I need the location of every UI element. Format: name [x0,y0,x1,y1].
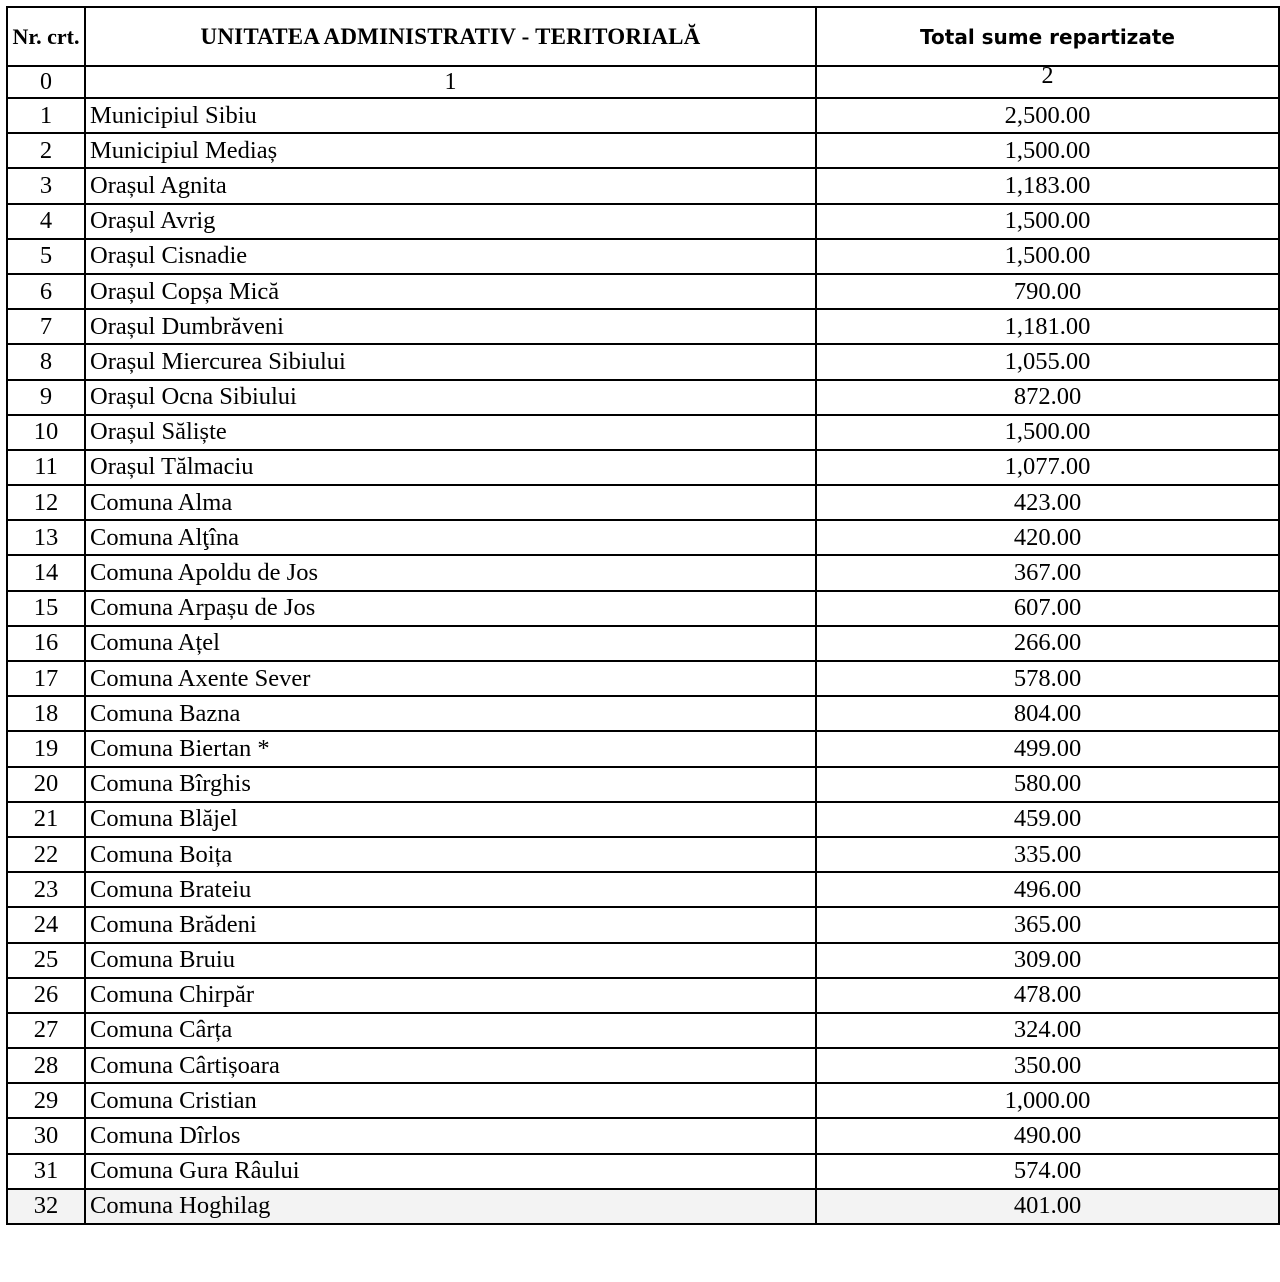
unit-name: Municipiul Sibiu [85,98,816,133]
table-row [7,1013,1279,1048]
unit-name: Orașul Cisnadie [85,239,816,274]
table-row [7,802,1279,837]
table-row [7,1154,1279,1189]
table-row [7,133,1279,168]
row-number: 1 [7,98,85,133]
unit-name: Comuna Alţîna [85,520,816,555]
total-sum: 367.00 [816,555,1279,590]
unit-name: Comuna Apoldu de Jos [85,555,816,590]
table-row [7,309,1279,344]
total-sum: 499.00 [816,731,1279,766]
row-number: 8 [7,344,85,379]
row-number: 22 [7,837,85,872]
table-row [7,1118,1279,1153]
row-number: 25 [7,943,85,978]
total-sum: 1,181.00 [816,309,1279,344]
row-number: 16 [7,626,85,661]
table-row [7,450,1279,485]
table-row [7,485,1279,520]
total-sum: 309.00 [816,943,1279,978]
header-nr-crt: Nr. crt. [7,7,85,66]
total-sum: 335.00 [816,837,1279,872]
unit-name: Comuna Chirpăr [85,978,816,1013]
row-number: 17 [7,661,85,696]
unit-name: Comuna Boița [85,837,816,872]
row-number: 4 [7,204,85,239]
row-number: 12 [7,485,85,520]
total-sum: 607.00 [816,591,1279,626]
row-number: 29 [7,1083,85,1118]
table-row [7,978,1279,1013]
unit-name: Comuna Hoghilag [85,1189,816,1224]
unit-name: Comuna Bruiu [85,943,816,978]
row-number: 14 [7,555,85,590]
row-number: 10 [7,415,85,450]
unit-name: Orașul Ocna Sibiului [85,380,816,415]
header-unit: UNITATEA ADMINISTRATIV - TERITORIALĂ [85,7,816,66]
total-sum: 1,077.00 [816,450,1279,485]
total-sum: 324.00 [816,1013,1279,1048]
unit-name: Orașul Dumbrăveni [85,309,816,344]
table-row [7,837,1279,872]
unit-name: Comuna Arpașu de Jos [85,591,816,626]
total-sum: 420.00 [816,520,1279,555]
table-row [7,555,1279,590]
total-sum: 804.00 [816,696,1279,731]
table-row [7,1189,1279,1224]
total-sum: 1,183.00 [816,168,1279,203]
unit-name: Comuna Cârtișoara [85,1048,816,1083]
row-number: 19 [7,731,85,766]
unit-name: Comuna Gura Râului [85,1154,816,1189]
table-row [7,204,1279,239]
column-index-cell: 1 [85,66,816,98]
table-row [7,344,1279,379]
unit-name: Comuna Dîrlos [85,1118,816,1153]
row-number: 15 [7,591,85,626]
table-row [7,239,1279,274]
table-row [7,591,1279,626]
row-number: 21 [7,802,85,837]
row-number: 30 [7,1118,85,1153]
table-row [7,1048,1279,1083]
total-sum: 423.00 [816,485,1279,520]
row-number: 2 [7,133,85,168]
unit-name: Comuna Alma [85,485,816,520]
unit-name: Comuna Cârța [85,1013,816,1048]
total-sum: 459.00 [816,802,1279,837]
table-row [7,767,1279,802]
table-row [7,696,1279,731]
row-number: 18 [7,696,85,731]
row-number: 26 [7,978,85,1013]
total-sum: 1,500.00 [816,204,1279,239]
unit-name: Comuna Bîrghis [85,767,816,802]
table-row [7,98,1279,133]
total-sum: 478.00 [816,978,1279,1013]
total-sum: 578.00 [816,661,1279,696]
table-row [7,907,1279,942]
total-sum: 401.00 [816,1189,1279,1224]
table-row [7,943,1279,978]
row-number: 13 [7,520,85,555]
table-row [7,380,1279,415]
row-number: 31 [7,1154,85,1189]
table-row [7,872,1279,907]
row-number: 28 [7,1048,85,1083]
total-sum: 872.00 [816,380,1279,415]
unit-name: Comuna Axente Sever [85,661,816,696]
row-number: 9 [7,380,85,415]
row-number: 32 [7,1189,85,1224]
total-sum: 790.00 [816,274,1279,309]
unit-name: Comuna Blăjel [85,802,816,837]
total-sum: 1,500.00 [816,239,1279,274]
column-index-cell: 2 [816,66,1279,98]
column-index-row [7,66,1279,98]
allocation-table [6,6,1280,1225]
unit-name: Orașul Copșa Mică [85,274,816,309]
row-number: 6 [7,274,85,309]
table-row [7,626,1279,661]
row-number: 7 [7,309,85,344]
unit-name: Comuna Ațel [85,626,816,661]
unit-name: Comuna Brădeni [85,907,816,942]
unit-name: Orașul Agnita [85,168,816,203]
row-number: 5 [7,239,85,274]
unit-name: Orașul Săliște [85,415,816,450]
table-row [7,520,1279,555]
unit-name: Comuna Brateiu [85,872,816,907]
total-sum: 574.00 [816,1154,1279,1189]
row-number: 3 [7,168,85,203]
unit-name: Comuna Biertan * [85,731,816,766]
row-number: 23 [7,872,85,907]
header-row [7,7,1279,66]
table-row [7,661,1279,696]
unit-name: Municipiul Mediaș [85,133,816,168]
total-sum: 1,500.00 [816,415,1279,450]
total-sum: 1,500.00 [816,133,1279,168]
total-sum: 350.00 [816,1048,1279,1083]
total-sum: 490.00 [816,1118,1279,1153]
table-row [7,415,1279,450]
table-row [7,168,1279,203]
total-sum: 365.00 [816,907,1279,942]
unit-name: Comuna Cristian [85,1083,816,1118]
column-index-cell: 0 [7,66,85,98]
row-number: 11 [7,450,85,485]
row-number: 24 [7,907,85,942]
total-sum: 1,055.00 [816,344,1279,379]
table-row [7,1083,1279,1118]
total-sum: 2,500.00 [816,98,1279,133]
table-row [7,731,1279,766]
unit-name: Comuna Bazna [85,696,816,731]
total-sum: 1,000.00 [816,1083,1279,1118]
row-number: 20 [7,767,85,802]
total-sum: 496.00 [816,872,1279,907]
unit-name: Orașul Avrig [85,204,816,239]
row-number: 27 [7,1013,85,1048]
unit-name: Orașul Miercurea Sibiului [85,344,816,379]
total-sum: 580.00 [816,767,1279,802]
table-row [7,274,1279,309]
total-sum: 266.00 [816,626,1279,661]
header-total: Total sume repartizate [816,7,1279,66]
unit-name: Orașul Tălmaciu [85,450,816,485]
